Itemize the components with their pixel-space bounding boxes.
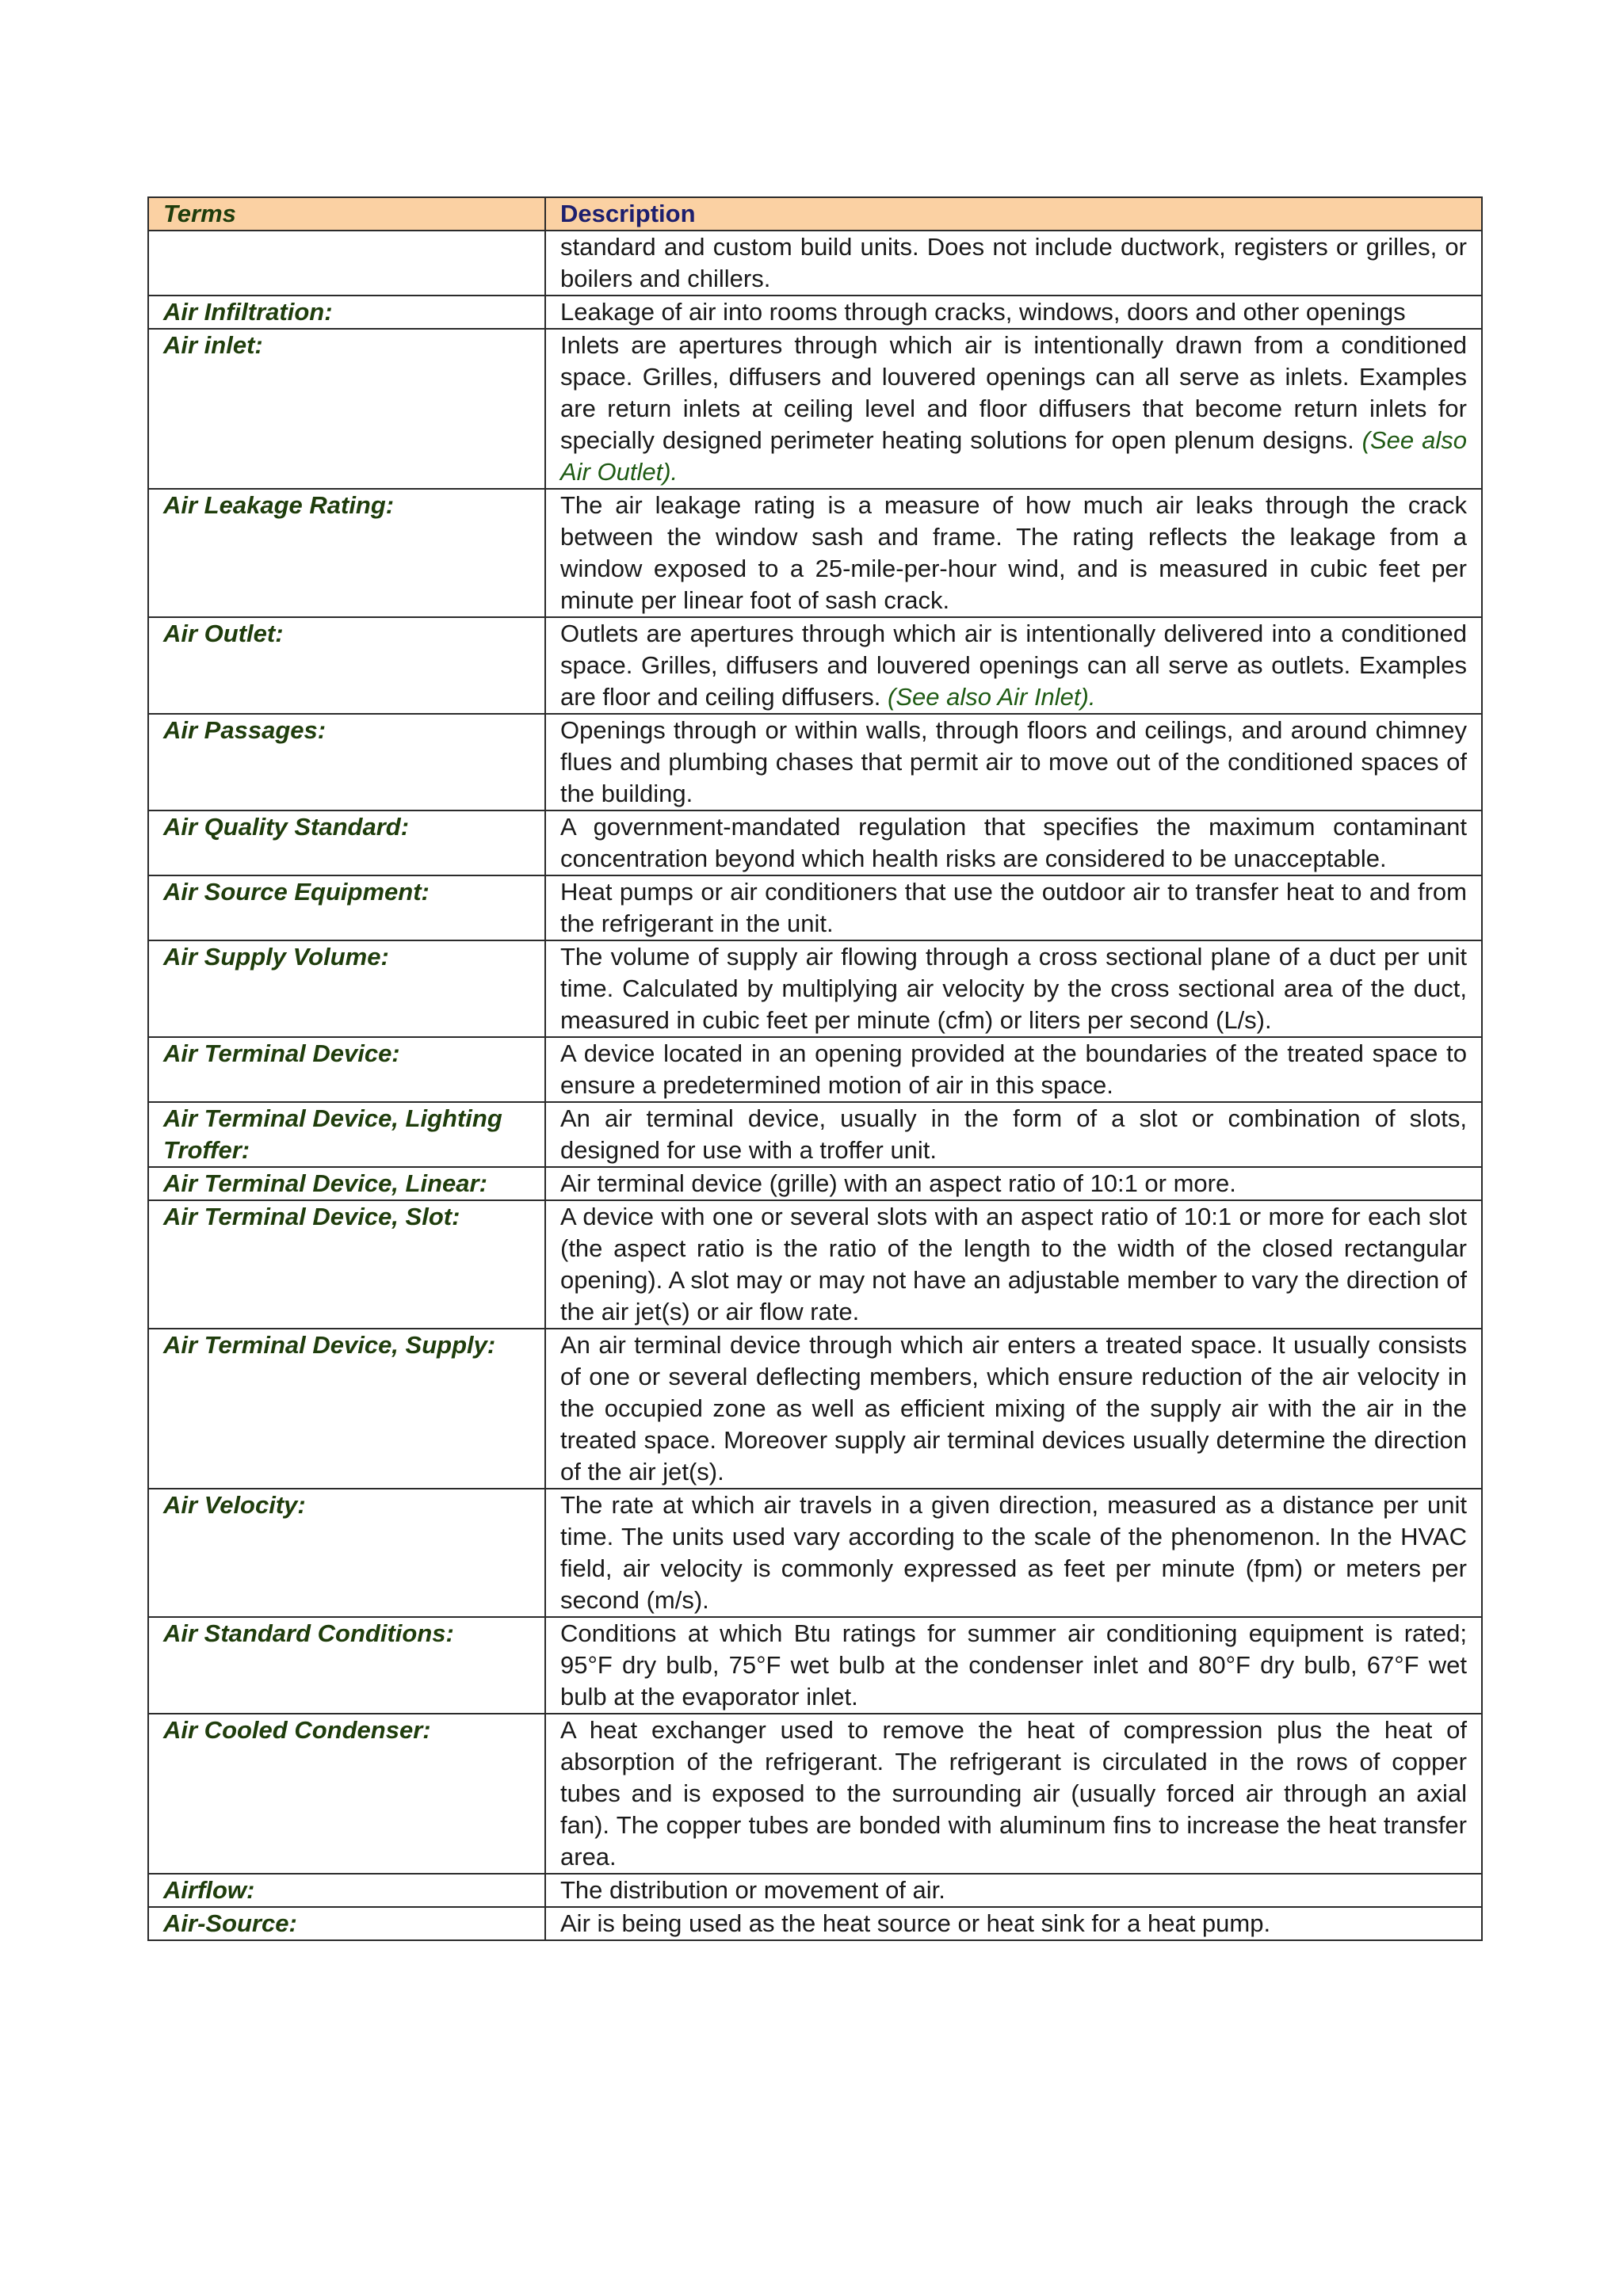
term-cell: Airflow: — [148, 1874, 545, 1907]
table-row — [148, 1874, 1482, 1907]
description-text: The volume of supply air flowing through a cross sectional plane of a duct per unit time. Calculated by multiplying air velocity by the cross sectional area of the duct, measured in cubic feet per minute (cfm) or liters per second (L/s). — [560, 943, 1467, 1034]
glossary-body — [148, 231, 1482, 1940]
table-row — [148, 329, 1482, 489]
term-cell — [148, 231, 545, 296]
description-cell — [545, 1037, 1482, 1102]
table-row — [148, 875, 1482, 940]
description-cell — [545, 296, 1482, 329]
term-cell: Air Outlet: — [148, 617, 545, 714]
terms-column-header: Terms — [148, 197, 545, 231]
term-cell: Air Terminal Device, Linear: — [148, 1167, 545, 1200]
table-row — [148, 1714, 1482, 1874]
see-also-reference: (See also Air Inlet). — [888, 683, 1096, 711]
glossary-table — [147, 196, 1483, 1941]
table-row — [148, 714, 1482, 810]
table-row — [148, 1907, 1482, 1940]
description-cell — [545, 1489, 1482, 1617]
description-cell — [545, 1617, 1482, 1714]
description-cell — [545, 231, 1482, 296]
description-cell — [545, 810, 1482, 875]
term-cell: Air Quality Standard: — [148, 810, 545, 875]
term-cell: Air-Source: — [148, 1907, 545, 1940]
description-text: An air terminal device through which air enters a treated space. It usually consists of one or several deflecting members, which ensure reduction of the air velocity in the occupied zone as well as efficient mixing of the supply air with the air in the treated space. Moreover supply air terminal devices usually determine the direction of the air jet(s). — [560, 1331, 1467, 1486]
description-text: An air terminal device, usually in the form of a slot or combination of slots, designed for use with a troffer unit. — [560, 1104, 1467, 1164]
table-row — [148, 1617, 1482, 1714]
table-row — [148, 296, 1482, 329]
description-text: The air leakage rating is a measure of how much air leaks through the crack between the window sash and frame. The rating reflects the leakage from a window exposed to a 25-mile-per-hour wind, and is measured in cubic feet per minute per linear foot of sash crack. — [560, 491, 1467, 614]
table-row — [148, 940, 1482, 1037]
description-cell — [545, 714, 1482, 810]
description-cell — [545, 489, 1482, 617]
description-text: The rate at which air travels in a given direction, measured as a distance per unit time. The units used vary according to the scale of the phenomenon. In the HVAC field, air velocity is commonly expressed as feet per minute (fpm) or meters per second (m/s). — [560, 1491, 1467, 1614]
description-cell — [545, 875, 1482, 940]
table-row — [148, 1489, 1482, 1617]
term-cell: Air Standard Conditions: — [148, 1617, 545, 1714]
description-text: Outlets are apertures through which air is intentionally delivered into a conditioned space. Grilles, diffusers and louvered openings can all serve as outlets. Examples are floor and ceiling diffusers. — [560, 620, 1467, 711]
description-text: A government-mandated regulation that specifies the maximum contaminant concentration beyond which health risks are considered to be unacceptable. — [560, 813, 1467, 872]
table-row — [148, 1329, 1482, 1489]
description-text: Conditions at which Btu ratings for summer air conditioning equipment is rated; 95°F dry bulb, 75°F wet bulb at the condenser inlet and 80°F dry bulb, 67°F wet bulb at the evaporator inlet. — [560, 1619, 1467, 1711]
term-cell: Air Terminal Device, Slot: — [148, 1200, 545, 1329]
term-cell: Air Terminal Device, Supply: — [148, 1329, 545, 1489]
description-cell — [545, 617, 1482, 714]
description-cell — [545, 1714, 1482, 1874]
description-text: A device located in an opening provided at the boundaries of the treated space to ensure a predetermined motion of air in this space. — [560, 1039, 1467, 1099]
term-cell: Air inlet: — [148, 329, 545, 489]
description-text: Leakage of air into rooms through cracks, windows, doors and other openings — [560, 298, 1406, 326]
description-cell — [545, 940, 1482, 1037]
term-cell: Air Passages: — [148, 714, 545, 810]
description-cell — [545, 1102, 1482, 1167]
term-cell: Air Leakage Rating: — [148, 489, 545, 617]
table-row — [148, 1102, 1482, 1167]
description-text: Inlets are apertures through which air is intentionally drawn from a conditioned space. Grilles, diffusers and louvered openings can all serve as inlets. Examples are return inlets at ceiling level and floor diffusers that become return inlets for specially designed perimeter heating solutions for open plenum designs. — [560, 331, 1467, 454]
term-cell: Air Velocity: — [148, 1489, 545, 1617]
table-row — [148, 231, 1482, 296]
term-cell: Air Terminal Device: — [148, 1037, 545, 1102]
description-text: The distribution or movement of air. — [560, 1876, 945, 1904]
description-cell — [545, 1907, 1482, 1940]
description-text: A heat exchanger used to remove the heat of compression plus the heat of absorption of the refrigerant. The refrigerant is circulated in the rows of copper tubes and is exposed to the surrounding air (usually forced air through an axial fan). The copper tubes are bonded with aluminum fins to increase the heat transfer area. — [560, 1716, 1467, 1871]
term-cell: Air Infiltration: — [148, 296, 545, 329]
table-row — [148, 1037, 1482, 1102]
term-cell: Air Source Equipment: — [148, 875, 545, 940]
description-cell — [545, 1874, 1482, 1907]
description-cell — [545, 329, 1482, 489]
description-text: Heat pumps or air conditioners that use the outdoor air to transfer heat to and from the refrigerant in the unit. — [560, 878, 1467, 937]
description-text: Air terminal device (grille) with an aspect ratio of 10:1 or more. — [560, 1169, 1236, 1197]
see-also-reference: (See also Air Outlet). — [560, 426, 1467, 486]
term-cell: Air Cooled Condenser: — [148, 1714, 545, 1874]
description-text: A device with one or several slots with an aspect ratio of 10:1 or more for each slot (the aspect ratio is the ratio of the length to the width of the closed rectangular opening). A slot may or may not have an adjustable member to vary the direction of the air jet(s) or air flow rate. — [560, 1203, 1467, 1325]
term-cell: Air Supply Volume: — [148, 940, 545, 1037]
description-text: standard and custom build units. Does not include ductwork, registers or grilles, or boilers and chillers. — [560, 233, 1467, 292]
term-cell: Air Terminal Device, Lighting Troffer: — [148, 1102, 545, 1167]
table-row — [148, 489, 1482, 617]
description-cell — [545, 1200, 1482, 1329]
table-row — [148, 1167, 1482, 1200]
table-row — [148, 617, 1482, 714]
description-cell — [545, 1167, 1482, 1200]
description-text: Openings through or within walls, through floors and ceilings, and around chimney flues and plumbing chases that permit air to move out of the conditioned spaces of the building. — [560, 716, 1467, 807]
table-row — [148, 810, 1482, 875]
table-row — [148, 1200, 1482, 1329]
table-header-row — [148, 197, 1482, 231]
description-cell — [545, 1329, 1482, 1489]
description-text: Air is being used as the heat source or heat sink for a heat pump. — [560, 1909, 1271, 1937]
description-column-header: Description — [545, 197, 1482, 231]
